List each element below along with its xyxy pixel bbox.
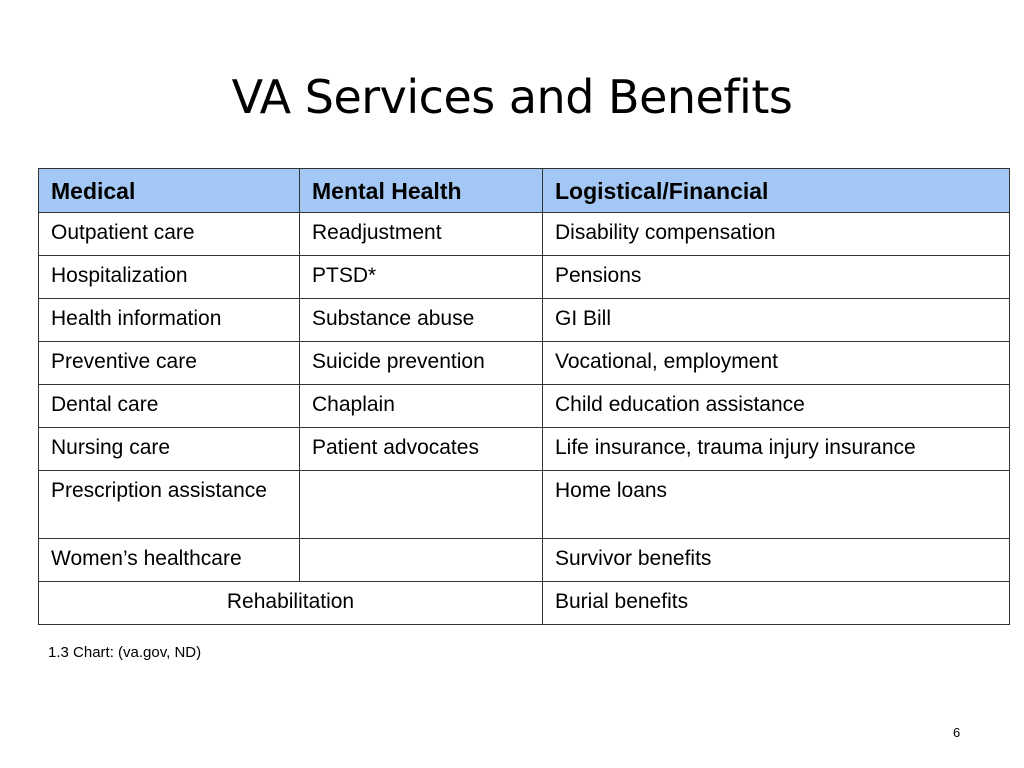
table-row	[39, 428, 1010, 471]
table-cell: Prescription assistance	[39, 471, 300, 539]
chart-caption: 1.3 Chart: (va.gov, ND)	[48, 644, 202, 661]
table-row	[39, 342, 1010, 385]
table-cell: GI Bill	[543, 299, 1010, 342]
table-row	[39, 582, 1010, 625]
table-cell: Burial benefits	[543, 582, 1010, 625]
table-row	[39, 539, 1010, 582]
table-cell: Child education assistance	[543, 385, 1010, 428]
table-cell: Suicide prevention	[300, 342, 543, 385]
table-row	[39, 299, 1010, 342]
table-cell	[300, 539, 543, 582]
table-cell: Dental care	[39, 385, 300, 428]
table-cell: Preventive care	[39, 342, 300, 385]
table-row	[39, 385, 1010, 428]
table-cell: Survivor benefits	[543, 539, 1010, 582]
header-mental-health: Mental Health	[300, 169, 543, 213]
table-cell: Outpatient care	[39, 213, 300, 256]
table-row	[39, 256, 1010, 299]
table-cell: Nursing care	[39, 428, 300, 471]
table-cell: Home loans	[543, 471, 1010, 539]
table-cell: Readjustment	[300, 213, 543, 256]
slide-title: VA Services and Benefits	[231, 70, 793, 124]
table-cell: Life insurance, trauma injury insurance	[543, 428, 1010, 471]
table-cell: PTSD*	[300, 256, 543, 299]
table-cell	[300, 471, 543, 539]
merged-cell-rehabilitation: Rehabilitation	[39, 582, 543, 625]
benefits-table	[38, 168, 1010, 625]
header-medical: Medical	[39, 169, 300, 213]
table-cell: Chaplain	[300, 385, 543, 428]
table-cell: Patient advocates	[300, 428, 543, 471]
table-cell: Women’s healthcare	[39, 539, 300, 582]
header-row	[39, 169, 1010, 213]
table-row	[39, 471, 1010, 539]
table-cell: Health information	[39, 299, 300, 342]
table-cell: Pensions	[543, 256, 1010, 299]
table-cell: Disability compensation	[543, 213, 1010, 256]
table-cell: Substance abuse	[300, 299, 543, 342]
page-number: 6	[953, 725, 961, 740]
table-cell: Vocational, employment	[543, 342, 1010, 385]
header-logistical-financial: Logistical/Financial	[543, 169, 1010, 213]
table-row	[39, 213, 1010, 256]
table-cell: Hospitalization	[39, 256, 300, 299]
